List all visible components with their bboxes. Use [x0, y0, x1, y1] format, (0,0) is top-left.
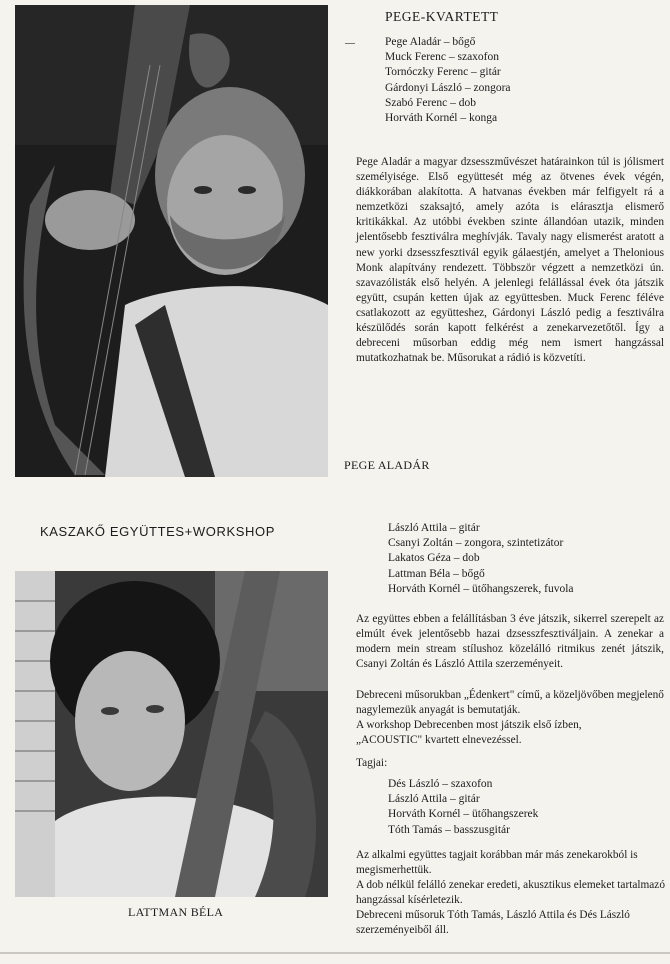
body-text-pege-kvartett: Pege Aladár a magyar dzsesszművészet határainkon túl is jólismert személyisége. Első együttesét még az ötvenes évek végén, diákkorában alakította. A hatvanas években már felfigyelt rá a nemzetközi szaksajtó, amely azóta is elárasztja elismerő kritikákkal. Az utóbbi években szinte állandóan utazik, minden jelentősebb fesztiválra meghívják. Tavaly nagy elismerést aratott a new yorki dzsesszfesztivál egyik gálaestjén, amelyet a Thelonious Monk alapítvány rendezett. Többször végzett a nemzetközi ún. szavazólisták első helyén. A jelenlegi felállással évek óta játszik együtt, csupán ketten újak az együttesben. Muck Ferenc féléve csatlakozott az együtteshez, Gárdonyi László pedig a fesztiválra készülődés során kapott felkérést a zenekarvezetőtől. Így a debreceni műsorban eddig még nem ismert hangzással mutatkozhatnak be. Műsorukat a rádió is közvetíti. [356, 156, 664, 365]
section-title-kaszako: KASZAKŐ EGYÜTTES+WORKSHOP [40, 524, 275, 539]
photo-caption-lattman-bela: LATTMAN BÉLA [128, 905, 224, 919]
body-text-kaszako-3: A workshop Debrecenben most játszik első ízben, „ACOUSTIC" kvartett elnevezéssel. [356, 719, 582, 747]
body-text-kaszako-1: Az együttes ebben a felállításban 3 éve játszik, sikerrel szerepelt az elmúlt évek jelentősebb hazai dzsesszfesztiváljain. A zenekar a modern mein stream stílushoz közelálló ritmikus zenét játszik, Csanyi Zoltán és László Attila szerzeményeit. [356, 613, 664, 671]
lineup-item: Tornóczky Ferenc – gitár [385, 66, 501, 79]
lineup-item: Horváth Kornél – konga [385, 112, 498, 125]
lineup-item: Lakatos Géza – dob [388, 552, 480, 565]
body-text-kaszako-2: Debreceni műsorukban „Édenkert" című, a közeljövőben megjelenő nagylemezük anyagát is bemutatják. [356, 689, 664, 717]
lineup-pege-kvartett [385, 35, 511, 126]
lineup-item: Csanyi Zoltán – zongora, szintetizátor [388, 537, 564, 550]
body-text-workshop-2: A dob nélkül felálló zenekar eredeti, akusztikus elemeket tartalmazó hangzással kísérletezik. [356, 879, 665, 907]
member-item: László Attila – gitár [388, 793, 480, 806]
lineup-item: Szabó Ferenc – dob [385, 96, 477, 109]
margin-mark [345, 43, 355, 44]
lineup-item: László Attila – gitár [388, 522, 480, 534]
page-bottom-edge [0, 952, 670, 954]
members-list-workshop [388, 777, 538, 838]
photo-lattman-bela [15, 571, 328, 897]
photo-pege-aladar [15, 5, 328, 477]
lineup-item: Lattman Béla – bőgő [388, 567, 485, 580]
member-item: Dés László – szaxofon [388, 778, 493, 790]
member-item: Horváth Kornél – ütőhangszerek [388, 808, 539, 821]
section-title-pege-kvartett: PEGE-KVARTETT [385, 9, 499, 24]
photo-caption-pege-aladar: PEGE ALADÁR [344, 458, 430, 472]
lineup-item: Horváth Kornél – ütőhangszerek, fuvola [388, 582, 574, 595]
member-item: Tóth Tamás – basszusgitár [388, 823, 510, 836]
members-label: Tagjai: [356, 757, 388, 769]
lineup-item: Gárdonyi László – zongora [385, 81, 511, 94]
lineup-item: Muck Ferenc – szaxofon [385, 51, 500, 64]
lineup-kaszako [388, 521, 574, 597]
body-text-workshop-1: Az alkalmi együttes tagjait korábban már más zenekarokból is megismerhettük. [356, 849, 638, 877]
body-text-workshop-3: Debreceni műsoruk Tóth Tamás, László Attila és Dés László szerzeményeiből áll. [356, 909, 630, 937]
lineup-item: Pege Aladár – bőgő [385, 36, 476, 48]
